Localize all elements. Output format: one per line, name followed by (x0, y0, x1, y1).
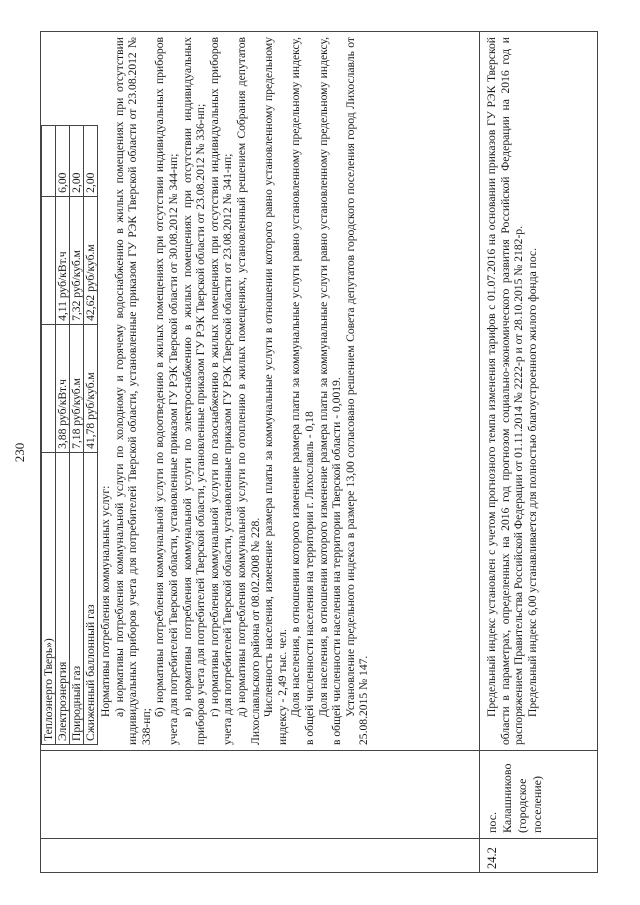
rate-index: 2,00 (70, 126, 84, 197)
rate-index: 6,00 (56, 126, 70, 197)
norm-item: а) нормативы потребления коммунальной услуги по холодному и горячему водоснабжению в жилых помещениях при отсутствии индивидуальных приборов учета для потребителей Тверской области, установленные приказом ГУ РЭК Тверской области от 23.08.2012 № 338-нп; (112, 37, 153, 745)
column-divider (41, 750, 597, 751)
row-number: 24.2 (485, 847, 499, 869)
rate-value-2: 42,62 руб/куб.м (84, 196, 98, 324)
table-row (84, 126, 98, 745)
settlement-name: пос. Калашниково (городское поселение) (485, 763, 544, 833)
norm-item: в) нормативы потребления коммунальной услуги по электроснабжению в жилых помещениях при отсутствии индивидуальных приборов учета для потребителей Тверской области, установленные приказом ГУ РЭК Тверской области от 23.08.2012 № 336-нп; (180, 37, 208, 745)
table-row (70, 126, 84, 745)
rate-value-1 (42, 324, 56, 452)
rate-value-2 (42, 196, 56, 324)
norms-heading: Нормативы потребления коммунальных услуг: (99, 485, 112, 717)
rate-name: Теплоэнерго Тверь») (42, 452, 56, 744)
table-row (56, 126, 70, 745)
rate-value-1: 7,18 руб/куб.м (70, 324, 84, 452)
index-paragraph: Предельный индекс 6,00 устанавливается для полностью благоустроенного жилого фонда пос. (525, 248, 539, 717)
rate-value-1: 3,88 руб/кВт.ч (56, 324, 70, 452)
rate-value-2: 7,32 руб/куб.м (70, 196, 84, 324)
table-border-left (41, 872, 597, 873)
table-row (42, 126, 56, 745)
population-paragraph: Численность населения, изменение размера платы за коммунальные услуги в отношении которого равно установленному предельному индексу - 2,49 тыс. чел. (262, 37, 289, 745)
rate-index: 2,00 (84, 126, 98, 197)
row-divider (479, 31, 480, 873)
table-border-right (41, 31, 597, 32)
population-paragraph: Установление предельного индекса в размере 13,00 согласовано решением Совета депутатов городского поселения город Лихославль от 25.08.2015 № 147. (343, 37, 371, 745)
rate-name: Природный газ (70, 452, 84, 744)
population-paragraph: Доля населения, в отношении которого изменение размера платы за коммунальные услуги равно установленному предельному индексу, в общей численности населения на территории г. Лихославль - 0,18 (289, 37, 316, 745)
rate-value-1: 41,78 руб/куб.м (84, 324, 98, 452)
norm-item: б) нормативы потребления коммунальной услуги по водоотведению в жилых помещениях при отсутствии индивидуальных приборов учета для потребителей Тверской области, установленные приказом ГУ РЭК Тверской области от 30.08.2012 № 344-нп; (153, 37, 180, 745)
norm-item: д) нормативы потребления коммунальной услуги по отоплению в жилых помещениях, установленный решением Собрания депутатов Лихославльского района от 08.02.2008 № 228. (234, 37, 262, 745)
norms-section (99, 37, 371, 745)
rate-name: Сжиженный баллонный газ (84, 452, 98, 744)
norm-item: г) нормативы потребления коммунальной услуги по газоснабжению в жилых помещениях при отсутствии индивидуальных приборов учета для потребителей Тверской области, установленные приказом ГУ РЭК Тверской области от 23.08.2012 № 341-нп; (207, 37, 235, 745)
page-number: 230 (12, 442, 27, 463)
rate-value-2: 4,11 руб/кВт.ч (56, 196, 70, 324)
population-paragraph: Доля населения, в отношении которого изменение размера платы за коммунальные услуги равно установленному предельному индексу, в общей численности населения на территории Тверской области - 0,0019. (316, 37, 344, 745)
row-242-content (485, 37, 539, 745)
rates-table (41, 125, 98, 745)
index-paragraph: Предельный индекс установлен с учетом прогнозного темпа изменения тарифов с 01.07.2016 на основании приказов ГУ РЭК Тверской области в параметрах, определенных на 2016 год прогнозом социально-экономического развития Российской Федерации на 2016 год и распоряжением Правительства Российской Федерации от 01.11.2014 № 2222-р и от 28.10.2015 № 2182-р. (485, 37, 526, 745)
rate-index (42, 126, 56, 197)
rate-name: Электроэнергия (56, 452, 70, 744)
column-divider (41, 838, 597, 839)
document-table (40, 31, 598, 873)
